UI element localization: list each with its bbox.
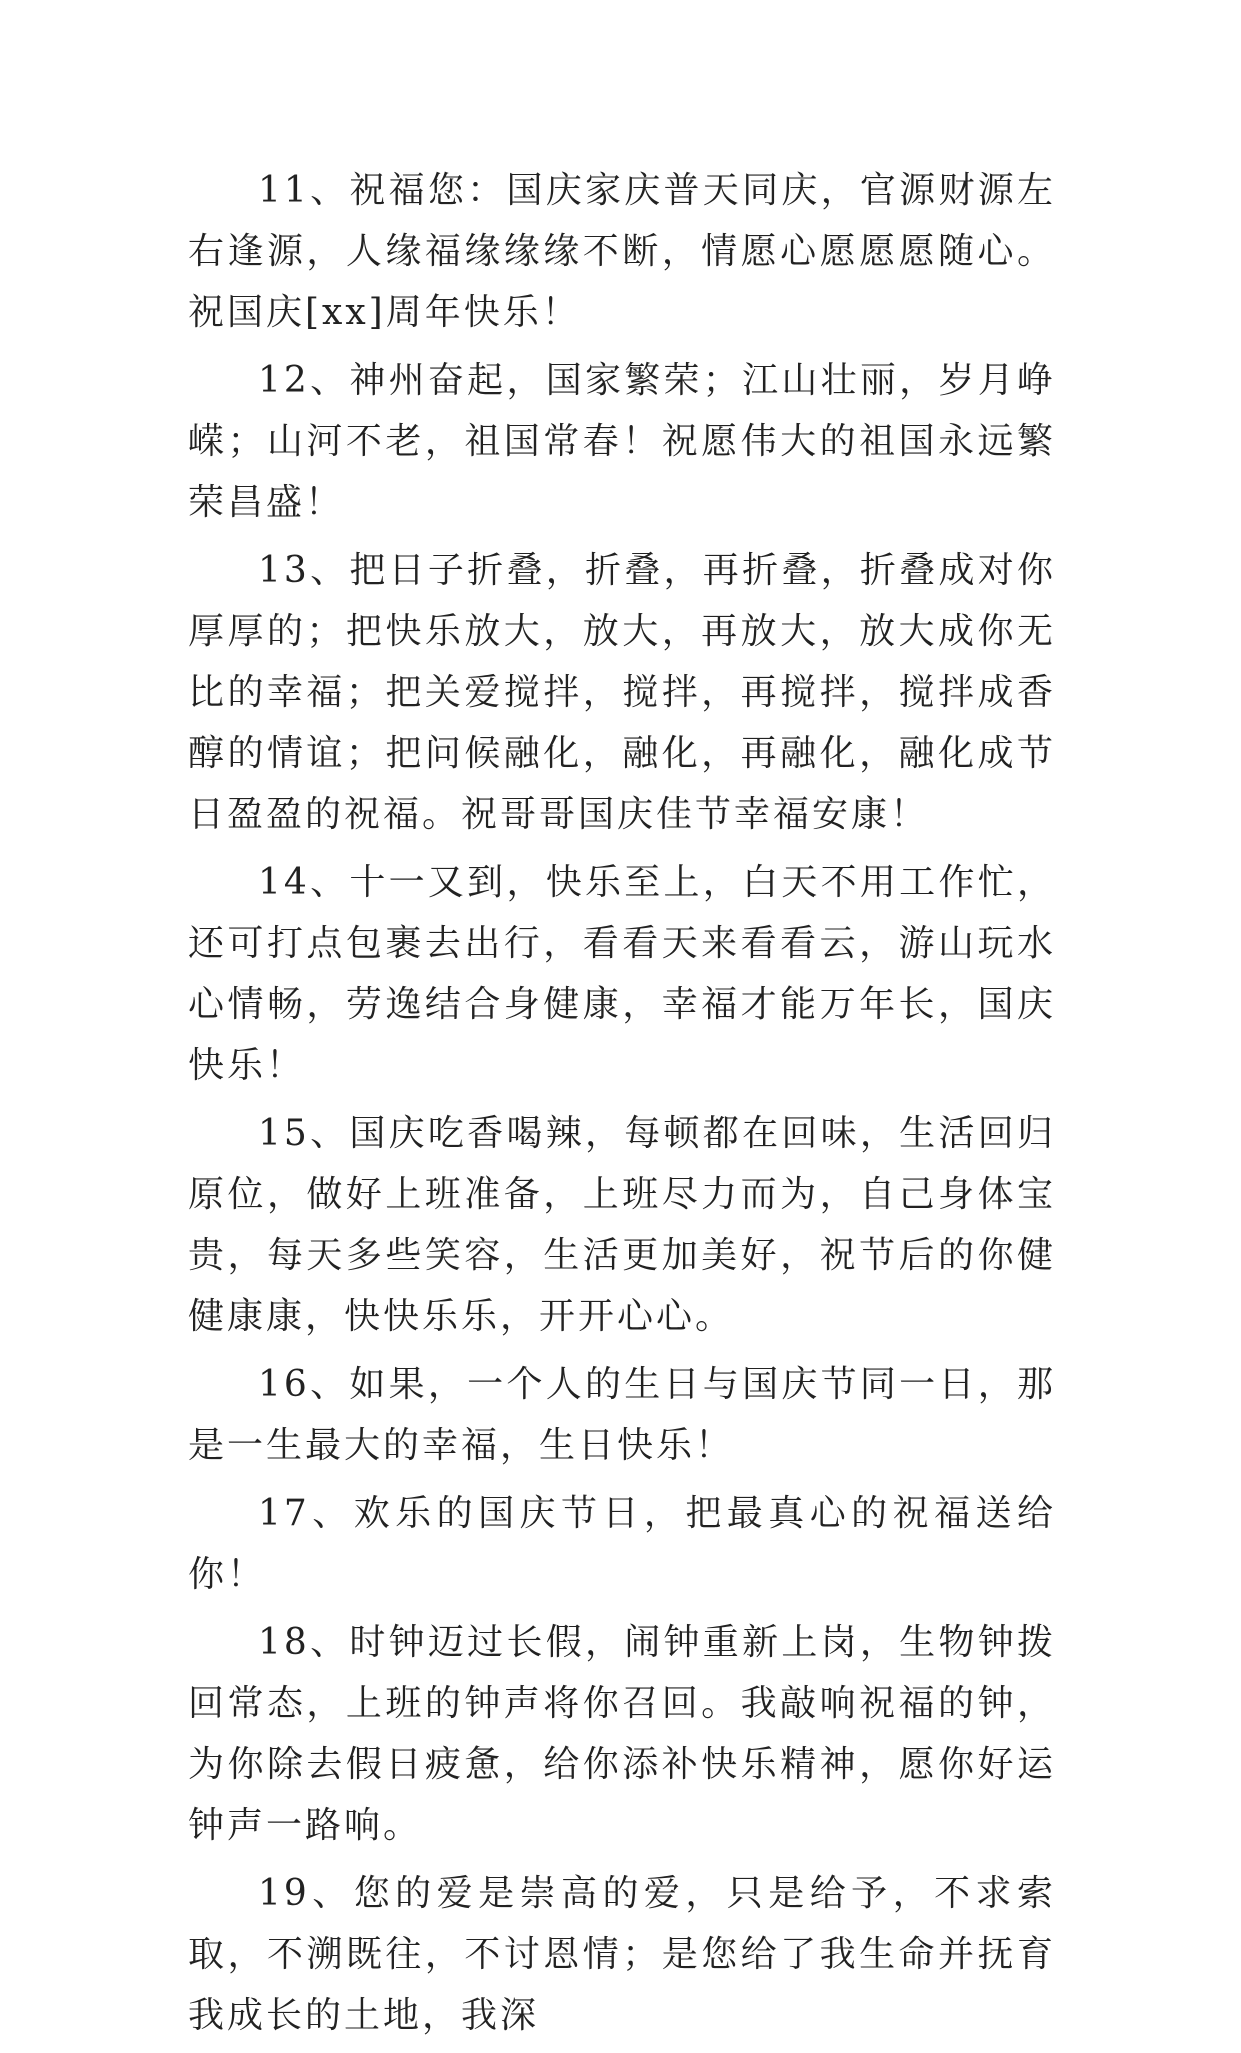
paragraph-16: 16、如果，一个人的生日与国庆节同一日，那是一生最大的幸福，生日快乐！ <box>188 1364 1056 1466</box>
paragraph-17: 17、欢乐的国庆节日，把最真心的祝福送给你！ <box>188 1493 1056 1595</box>
paragraph-19: 19、您的爱是崇高的爱，只是给予，不求索取，不溯既往，不讨恩情；是您给了我生命并抚育我成长的土地，我深 <box>188 1873 1056 2036</box>
paragraph-11: 11、祝福您：国庆家庆普天同庆，官源财源左右逢源，人缘福缘缘缘不断，情愿心愿愿愿随心。祝国庆[xx]周年快乐！ <box>188 170 1056 333</box>
paragraph-12: 12、神州奋起，国家繁荣；江山壮丽，岁月峥嵘；山河不老，祖国常春！祝愿伟大的祖国永远繁荣昌盛！ <box>188 360 1056 523</box>
paragraph-15: 15、国庆吃香喝辣，每顿都在回味，生活回归原位，做好上班准备，上班尽力而为，自己身体宝贵，每天多些笑容，生活更加美好，祝节后的你健健康康，快快乐乐，开开心心。 <box>188 1113 1056 1337</box>
paragraph-14: 14、十一又到，快乐至上，白天不用工作忙，还可打点包裹去出行，看看天来看看云，游山玩水心情畅，劳逸结合身健康，幸福才能万年长，国庆快乐！ <box>188 862 1056 1086</box>
paragraph-13: 13、把日子折叠，折叠，再折叠，折叠成对你厚厚的；把快乐放大，放大，再放大，放大成你无比的幸福；把关爱搅拌，搅拌，再搅拌，搅拌成香醇的情谊；把问候融化，融化，再融化，融化成节日盈盈的祝福。祝哥哥国庆佳节幸福安康！ <box>188 550 1056 835</box>
paragraph-18: 18、时钟迈过长假，闹钟重新上岗，生物钟拨回常态，上班的钟声将你召回。我敲响祝福的钟，为你除去假日疲惫，给你添补快乐精神，愿你好运钟声一路响。 <box>188 1622 1056 1846</box>
document-body <box>188 160 1056 2053</box>
